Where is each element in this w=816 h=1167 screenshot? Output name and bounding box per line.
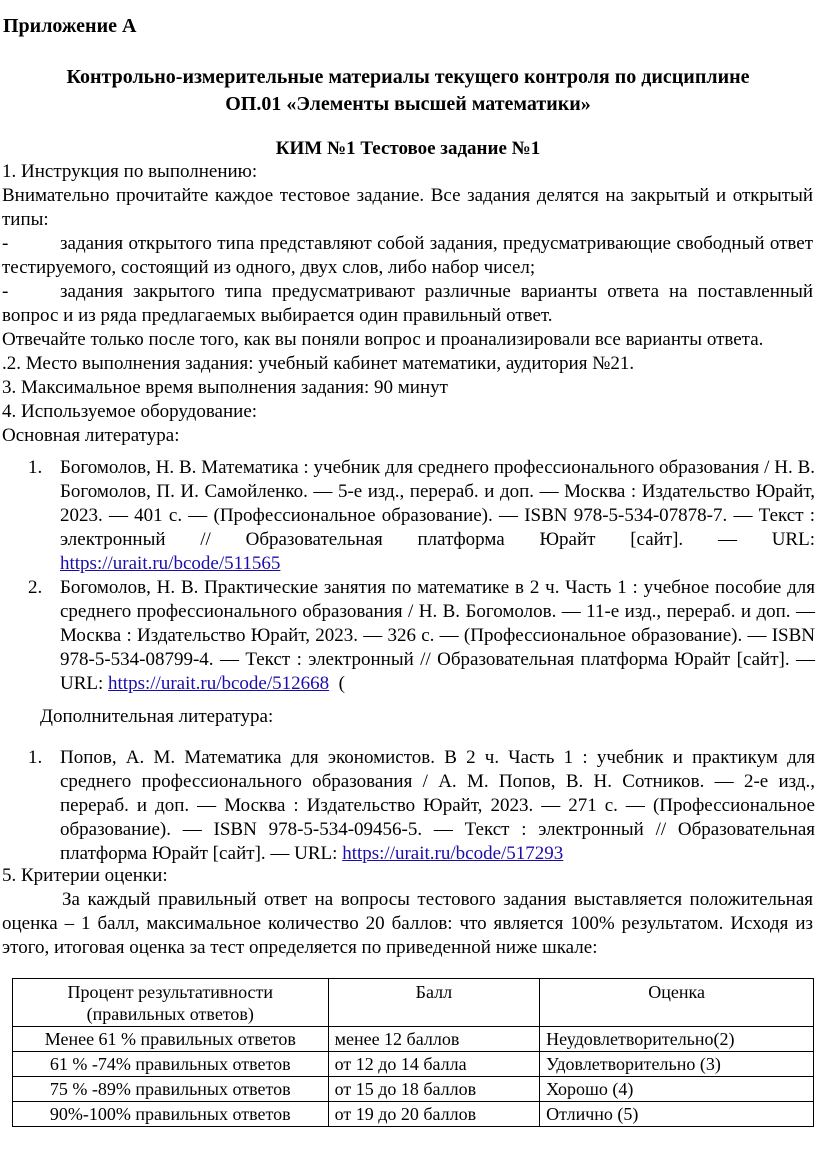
table-row — [13, 1052, 814, 1077]
header-percent: Процент результативности (правильных ответов) — [13, 979, 329, 1027]
instructions-heading: 1. Инструкция по выполнению: — [2, 161, 258, 182]
list-number: 1. — [28, 457, 43, 478]
dash-mark: - — [2, 281, 9, 302]
instructions-section — [2, 160, 813, 424]
citation-text: Попов, А. М. Математика для экономистов. В 2 ч. Часть 1 : учебник и практикум для среднего профессионального образования / А. М. Попов, В. Н. Сотников. — 2-е изд., перераб. и доп. — Москва : Издательство Юрайт, 2023. — 271 с. — (Профессиональное образование). — ISBN 978-5-534-09456-5. — Текст : электронный // Образовательная платформа Юрайт [сайт]. — URL: — [60, 747, 815, 864]
main-literature-heading: Основная литература: — [2, 425, 180, 446]
citation-text: Богомолов, Н. В. Практические занятия по математике в 2 ч. Часть 1 : учебное пособие для среднего профессионального образования / Н. В. Богомолов. — 11-е изд., перераб. и доп. — Москва : Издательство Юрайт, 2023. — 326 с. — (Профессиональное образование). — ISBN 978-5-534-08799-4. — Текст : электронный // Образовательная платформа Юрайт [сайт]. — URL: — [60, 577, 815, 694]
main-literature-item-2 — [28, 576, 815, 696]
instruction-item-text: задания открытого типа представляют собой задания, предусматривающие свободный ответ тестируемого, состоящий из одного, двух слов, либо набор чисел; — [2, 233, 813, 278]
additional-literature-item-1 — [28, 746, 815, 866]
header-grade: Оценка — [540, 979, 814, 1027]
list-number: 2. — [28, 577, 43, 598]
citation-link[interactable]: https://urait.ru/bcode/512668 — [108, 673, 330, 694]
instruction-item-text: задания закрытого типа предусматривают различные варианты ответа на поставленный вопрос и из ряда предлагаемых выбирается один правильный ответ. — [2, 281, 813, 326]
instruction-item-open — [2, 232, 813, 280]
cell-percent: 75 % -89% правильных ответов — [13, 1077, 329, 1102]
cell-score: от 12 до 14 балла — [328, 1052, 540, 1077]
table-row — [13, 1102, 814, 1127]
table-row — [13, 1077, 814, 1102]
title-line-2: ОП.01 «Элементы высшей математики» — [225, 93, 591, 115]
additional-literature-list — [28, 746, 815, 866]
list-item-body — [60, 576, 815, 696]
main-literature-item-1 — [28, 456, 815, 576]
additional-literature-heading: Дополнительная литература: — [40, 706, 274, 727]
instructions-note: Отвечайте только после того, как вы поняли вопрос и проанализировали все варианты ответа. — [2, 329, 764, 350]
kim-heading: КИМ №1 Тестовое задание №1 — [275, 138, 541, 159]
dash-mark: - — [2, 233, 9, 254]
table-row — [13, 1027, 814, 1052]
cell-score: от 19 до 20 баллов — [328, 1102, 540, 1127]
citation-text: Богомолов, Н. В. Математика : учебник для среднего профессионального образования / Н. В. Богомолов, П. И. Самойленко. — 5-е изд., перераб. и доп. — Москва : Издательство Юрайт, 2023. — 401 с. — (Профессиональное образование). — ISBN 978-5-534-07878-7. — Текст : электронный // Образовательная платформа Юрайт [сайт]. — URL: — [60, 457, 815, 550]
citation-link[interactable]: https://urait.ru/bcode/517293 — [342, 843, 564, 864]
cell-percent: Менее 61 % правильных ответов — [13, 1027, 329, 1052]
max-time-line: 3. Максимальное время выполнения задания: 90 минут — [2, 377, 448, 398]
cell-percent: 90%-100% правильных ответов — [13, 1102, 329, 1127]
cell-score: менее 12 баллов — [328, 1027, 540, 1052]
cell-grade: Хорошо (4) — [540, 1077, 814, 1102]
list-item-body — [60, 456, 815, 576]
appendix-heading: Приложение А — [3, 15, 137, 37]
citation-link[interactable]: https://urait.ru/bcode/511565 — [60, 553, 281, 574]
cell-grade: Неудовлетворительно(2) — [540, 1027, 814, 1052]
criteria-text: За каждый правильный ответ на вопросы тестового задания выставляется положительная оценка – 1 балл, максимальное количество 20 баллов: что является 100% результатом. Исходя из этого, итоговая оценка за тест определяется по приведенной ниже шкале: — [2, 889, 813, 958]
document-title — [0, 64, 816, 118]
list-number: 1. — [28, 747, 43, 768]
cell-grade: Отлично (5) — [540, 1102, 814, 1127]
equipment-line: 4. Используемое оборудование: — [2, 401, 258, 422]
grade-table-header-row — [13, 979, 814, 1027]
grade-table — [12, 978, 814, 1127]
criteria-heading: 5. Критерии оценки: — [2, 865, 168, 886]
list-item-body — [60, 746, 815, 866]
instruction-item-closed — [2, 280, 813, 328]
citation-tail: ( — [329, 673, 345, 694]
cell-grade: Удовлетворительно (3) — [540, 1052, 814, 1077]
instructions-intro: Внимательно прочитайте каждое тестовое задание. Все задания делятся на закрытый и открытый типы: — [2, 185, 813, 230]
header-score: Балл — [328, 979, 540, 1027]
title-line-1: Контрольно-измерительные материалы текущего контроля по дисциплине — [66, 66, 750, 88]
cell-score: от 15 до 18 баллов — [328, 1077, 540, 1102]
main-literature-list — [28, 456, 815, 696]
place-line: .2. Место выполнения задания: учебный кабинет математики, аудитория №21. — [2, 353, 635, 374]
cell-percent: 61 % -74% правильных ответов — [13, 1052, 329, 1077]
